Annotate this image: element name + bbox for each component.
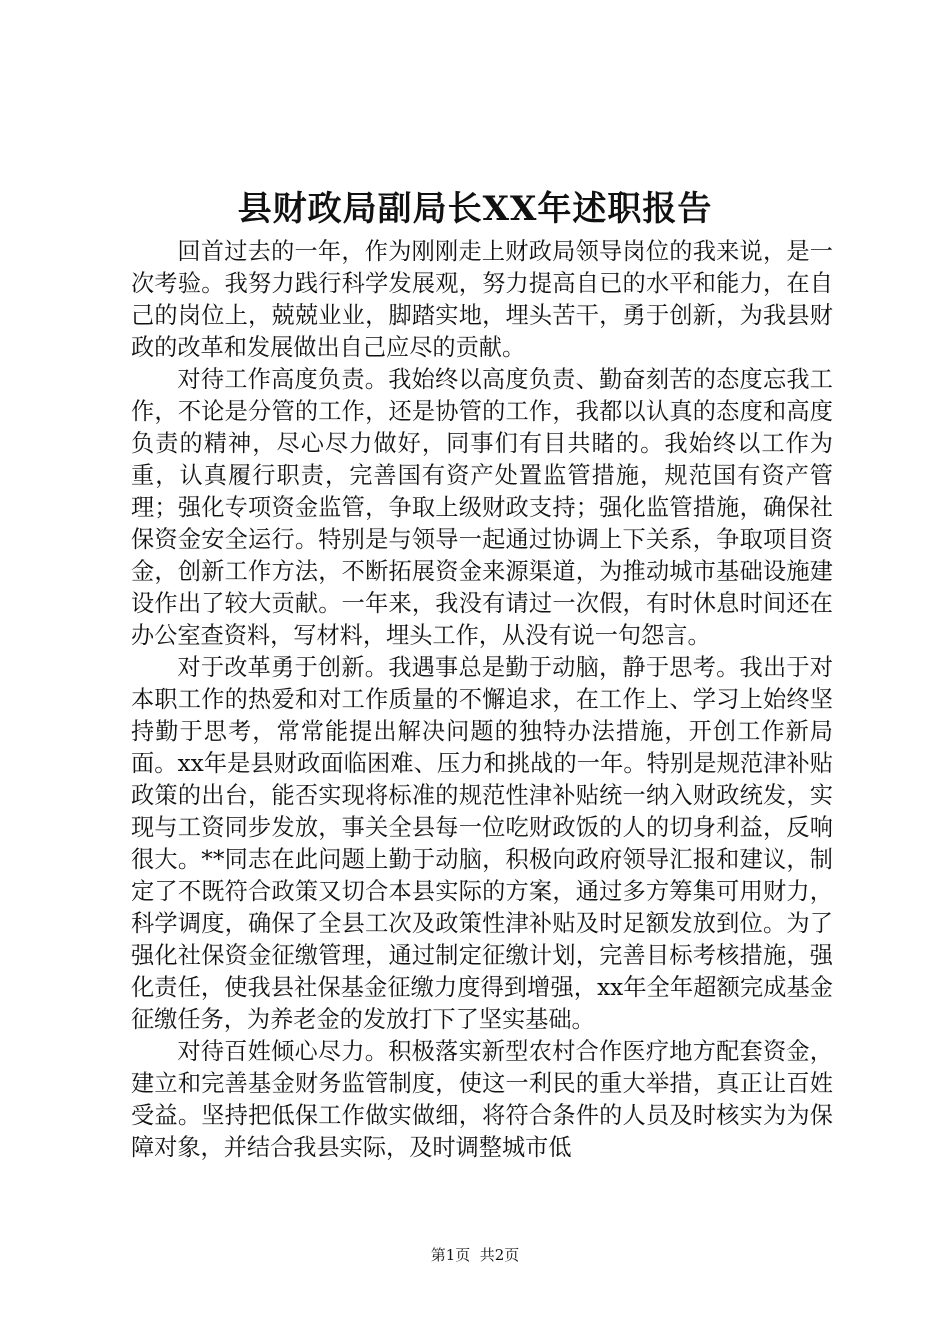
document-title: 县财政局副局长XX年述职报告: [237, 189, 713, 229]
paragraph-intro: 回首过去的一年，作为刚刚走上财政局领导岗位的我来说，是一次考验。我努力践行科学发展观，努力提高自已的水平和能力，在自己的岗位上，兢兢业业，脚踏实地，埋头苦干，勇于创新，为我县财政的改革和发展做出自己应尽的贡献。: [131, 238, 833, 361]
paragraph-reform-innovation: 对于改革勇于创新。我遇事总是勤于动脑，静于思考。我出于对本职工作的热爱和对工作质量的不懈追求，在工作上、学习上始终坚持勤于思考，常常能提出解决问题的独特办法措施，开创工作新局面。xx年是县财政面临困难、压力和挑战的一年。特别是规范津补贴政策的出台，能否实现将标准的规范性津补贴统一纳入财政统发，实现与工资同步发放，事关全县每一位吃财政饭的人的切身利益，反响很大。**同志在此问题上勤于动脑，积极向政府领导汇报和建议，制定了不既符合政策又切合本县实际的方案，通过多方筹集可用财力，科学调度，确保了全县工次及政策性津补贴及时足额发放到位。为了强化社保资金征缴管理，通过制定征缴计划，完善目标考核措施，强化责任，使我县社保基金征缴力度得到增强，xx年全年超额完成基金征缴任务，为养老金的发放打下了坚实基础。: [131, 654, 833, 1033]
paragraph-work-responsibility: 对待工作高度负责。我始终以高度负责、勤奋刻苦的态度忘我工作，不论是分管的工作，还是协管的工作，我都以认真的态度和高度负责的精神，尽心尽力做好，同事们有目共睹的。我始终以工作为重，认真履行职责，完善国有资产处置监管措施，规范国有资产管理；强化专项资金监管，争取上级财政支持；强化监管措施，确保社保资金安全运行。特别是与领导一起通过协调上下关系，争取项目资金，创新工作方法，不断拓展资金来源渠道，为推动城市基础设施建设作出了较大贡献。一年来，我没有请过一次假，有时休息时间还在办公室查资料，写材料，埋头工作，从没有说一句怨言。: [131, 366, 833, 649]
page-number: 第1页 共2页: [430, 1246, 520, 1264]
document-body: [131, 236, 833, 1164]
paragraph-serving-people: 对待百姓倾心尽力。积极落实新型农村合作医疗地方配套资金，建立和完善基金财务监管制度，使这一利民的重大举措，真正让百姓受益。坚持把低保工作做实做细，将符合条件的人员及时核实为为保障对象，并结合我县实际，及时调整城市低: [131, 1038, 833, 1161]
page-footer: [0, 1245, 950, 1265]
